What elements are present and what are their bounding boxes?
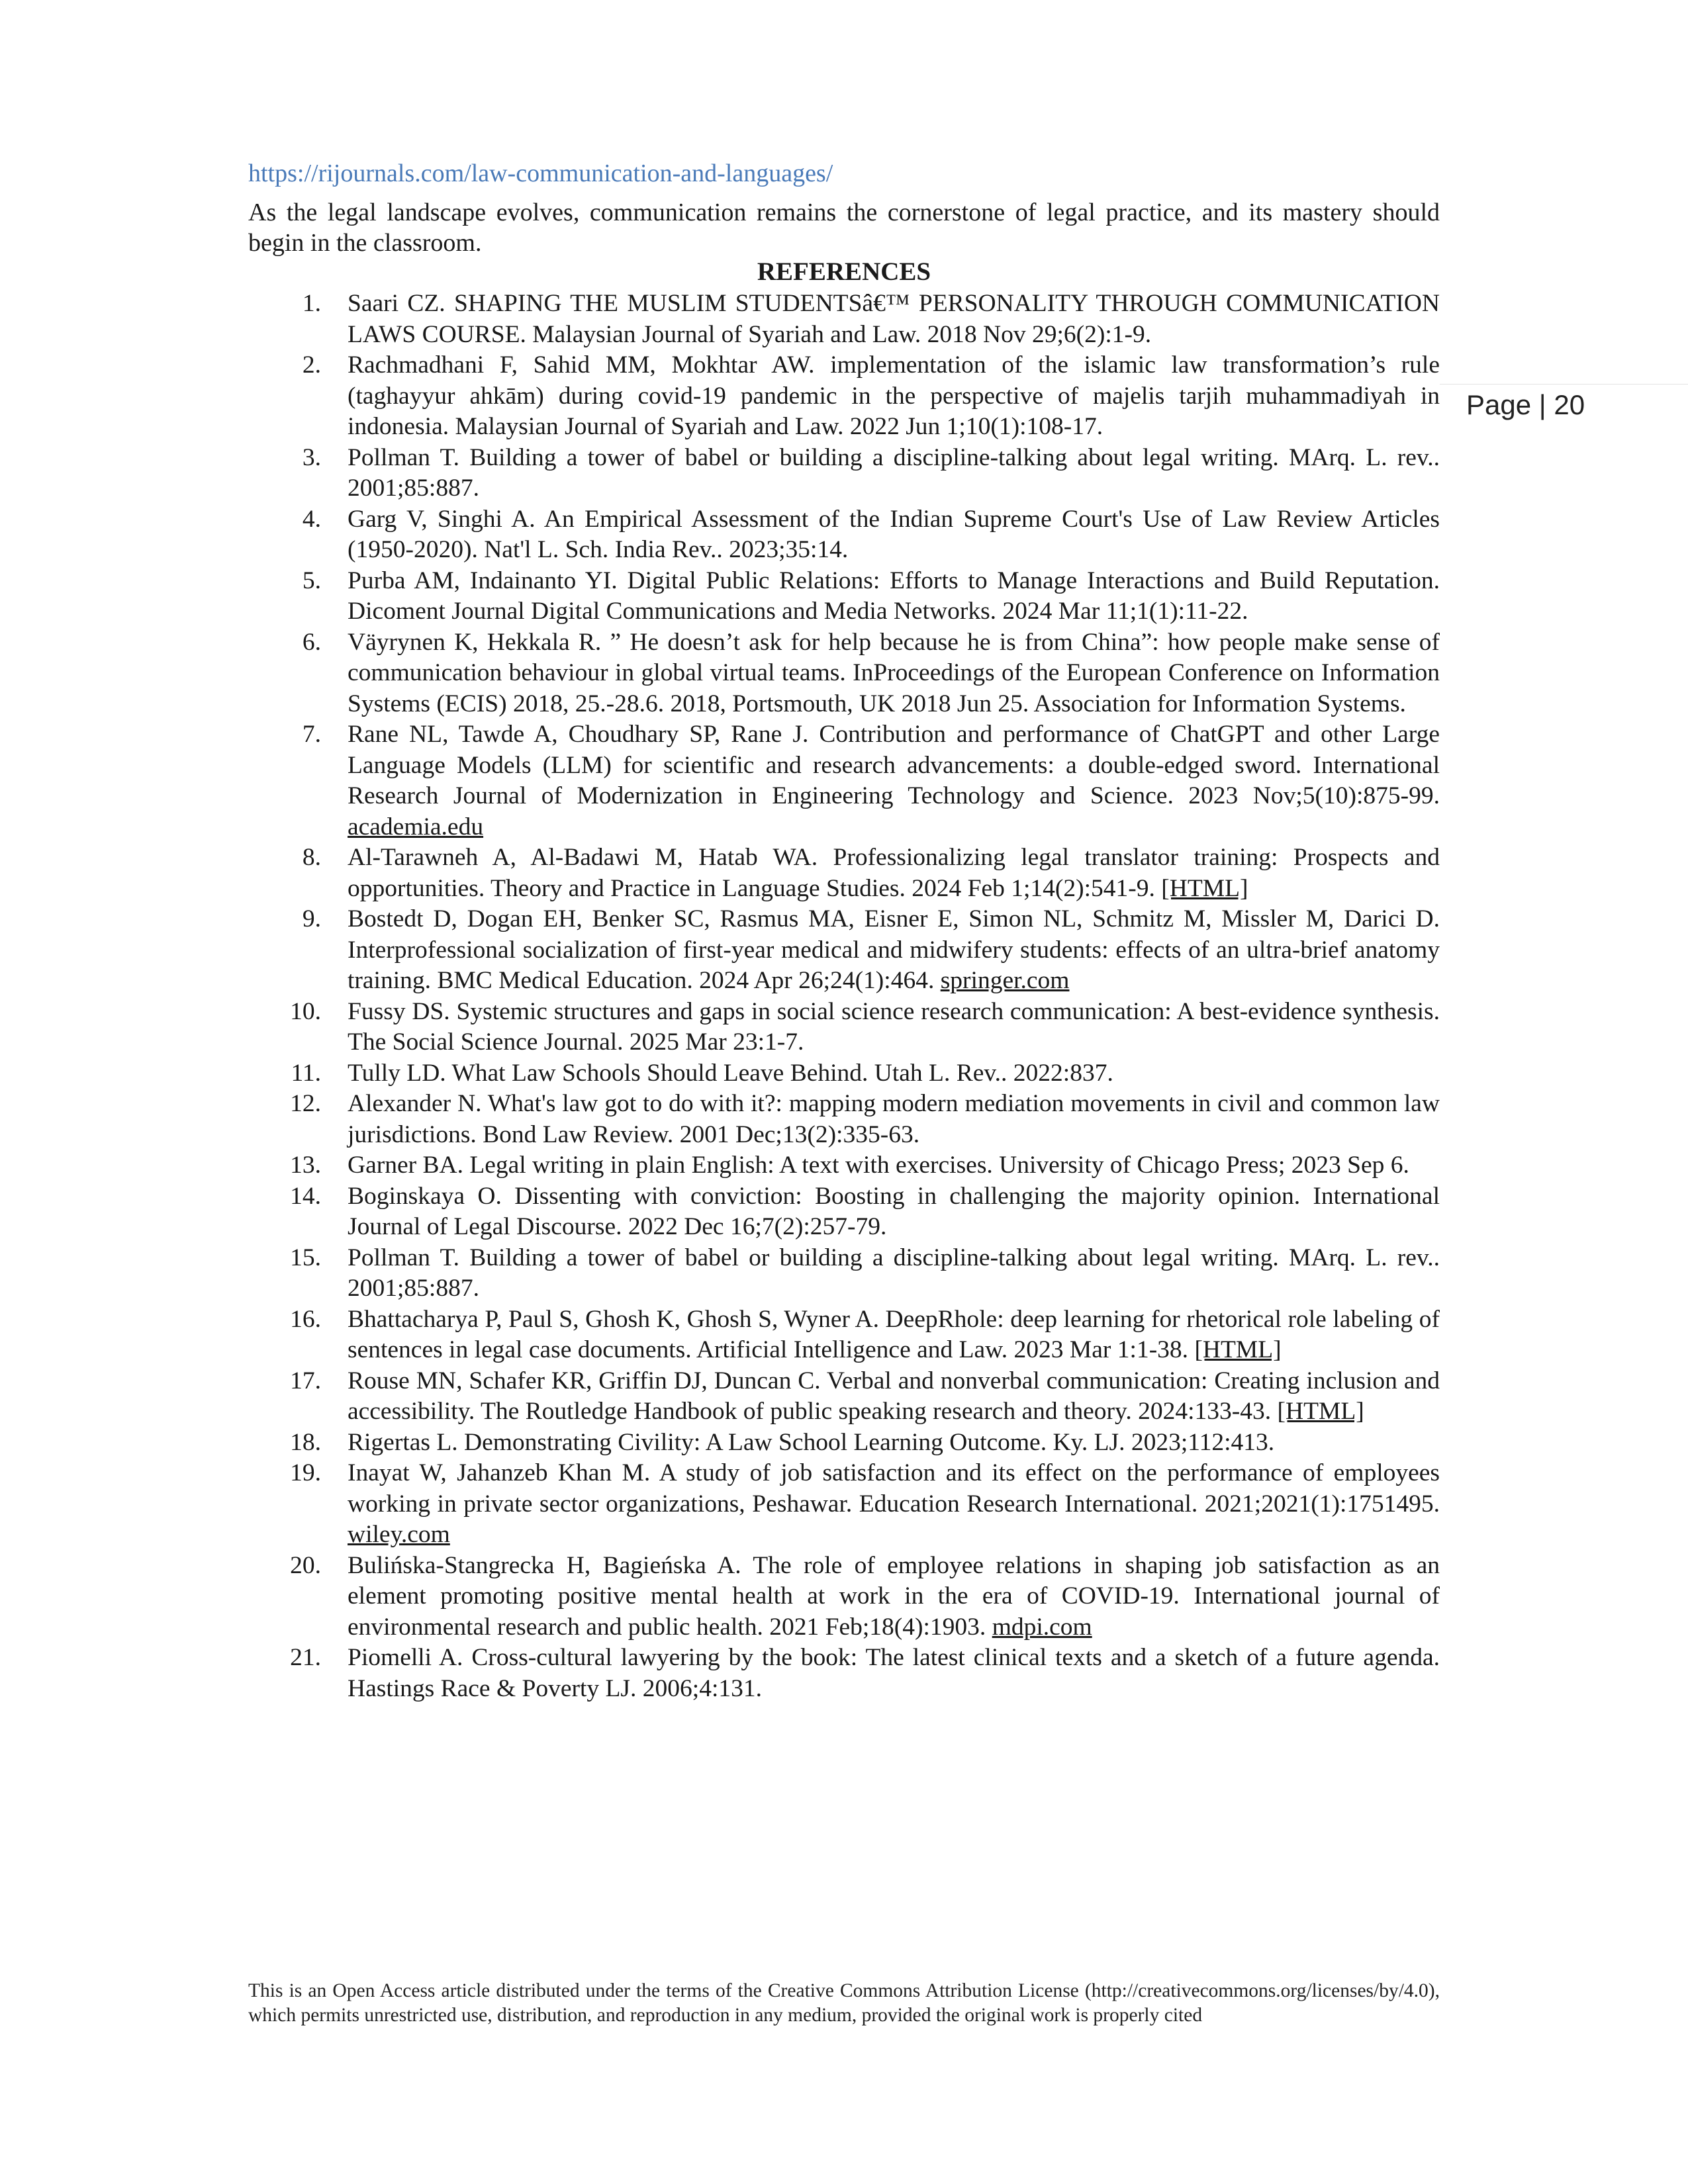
reference-number: 20. — [290, 1551, 321, 1579]
references-list — [248, 289, 1440, 1704]
reference-item — [248, 719, 1440, 842]
reference-text: Alexander N. What's law got to do with it?: mapping modern mediation movements in civil and common law jurisdictions. Bond Law Review. 2001 Dec;13(2):335-63. — [348, 1090, 1440, 1148]
page-number-divider — [1440, 384, 1688, 385]
reference-text: Bostedt D, Dogan EH, Benker SC, Rasmus MA, Eisner E, Simon NL, Schmitz M, Missler M, Darici D. Interprofessional socialization of first-year medical and midwifery students: effects of an ultra-brief anatomy training. BMC Medical Education. 2024 Apr 26;24(1):464. — [348, 905, 1440, 994]
journal-url-link[interactable]: https://rijournals.com/law-communication-and-languages/ — [248, 159, 833, 187]
reference-link[interactable]: academia.edu — [348, 813, 484, 841]
reference-text: Piomelli A. Cross-cultural lawyering by the book: The latest clinical texts and a sketch of a future agenda. Hastings Race & Poverty LJ. 2006;4:131. — [348, 1644, 1440, 1702]
reference-number: 13. — [290, 1152, 321, 1179]
intro-paragraph: As the legal landscape evolves, communication remains the cornerstone of legal practice, and its mastery should begin in the classroom. — [248, 199, 1440, 257]
reference-number: 18. — [290, 1428, 321, 1456]
reference-text: Rane NL, Tawde A, Choudhary SP, Rane J. Contribution and performance of ChatGPT and other Large Language Models (LLM) for scientific and research advancements: a double-edged sword. International Research Journal of Modernization in Engineering Technology and Science. 2023 Nov;5(10):875-99. — [348, 721, 1440, 809]
reference-number: 7. — [302, 721, 321, 748]
reference-item — [248, 504, 1440, 566]
reference-link[interactable]: springer.com — [940, 967, 1070, 994]
reference-item — [248, 1428, 1440, 1459]
reference-link[interactable]: mdpi.com — [992, 1613, 1092, 1641]
reference-item — [248, 1181, 1440, 1243]
reference-number: 1. — [302, 290, 321, 317]
reference-item — [248, 1243, 1440, 1304]
reference-number: 17. — [290, 1367, 321, 1394]
reference-number: 15. — [290, 1244, 321, 1271]
reference-number: 11. — [291, 1059, 321, 1087]
reference-text: Tully LD. What Law Schools Should Leave Behind. Utah L. Rev.. 2022:837. — [348, 1059, 1113, 1087]
reference-text: Inayat W, Jahanzeb Khan M. A study of job satisfaction and its effect on the performance of employees working in private sector organizations, Peshawar. Education Research International. 2021;2021(1):1751495. — [348, 1459, 1440, 1518]
page-number: Page | 20 — [1466, 389, 1585, 420]
reference-number: 16. — [290, 1305, 321, 1333]
reference-link[interactable]: [HTML] — [1194, 1336, 1282, 1363]
reference-number: 8. — [302, 844, 321, 871]
reference-item — [248, 842, 1440, 904]
reference-text: Fussy DS. Systemic structures and gaps in social science research communication: A best-evidence synthesis. The Social Science Journal. 2025 Mar 23:1-7. — [348, 997, 1440, 1056]
reference-item — [248, 566, 1440, 627]
reference-text: Väyrynen K, Hekkala R. ” He doesn’t ask for help because he is from China”: how people make sense of communication behaviour in global virtual teams. InProceedings of the European Conference on Information Systems (ECIS) 2018, 25.-28.6. 2018, Portsmouth, UK 2018 Jun 25. Association for Information Systems. — [348, 628, 1440, 717]
reference-item — [248, 1366, 1440, 1428]
reference-text: Boginskaya O. Dissenting with conviction: Boosting in challenging the majority opinion. International Journal of Legal Discourse. 2022 Dec 16;7(2):257-79. — [348, 1182, 1440, 1240]
reference-text: Garg V, Singhi A. An Empirical Assessment of the Indian Supreme Court's Use of Law Review Articles (1950-2020). Nat'l L. Sch. India Rev.. 2023;35:14. — [348, 505, 1440, 563]
reference-item — [248, 1089, 1440, 1150]
reference-number: 2. — [302, 351, 321, 379]
reference-item — [248, 1304, 1440, 1366]
reference-text: Rigertas L. Demonstrating Civility: A Law School Learning Outcome. Ky. LJ. 2023;112:413. — [348, 1428, 1275, 1456]
reference-item — [248, 1458, 1440, 1551]
reference-number: 6. — [302, 628, 321, 656]
reference-text: Pollman T. Building a tower of babel or building a discipline-talking about legal writing. MArq. L. rev.. 2001;85:887. — [348, 1244, 1440, 1302]
reference-text: Al-Tarawneh A, Al-Badawi M, Hatab WA. Professionalizing legal translator training: Prospects and opportunities. Theory and Practice in Language Studies. 2024 Feb 1;14(2):541-9. — [348, 844, 1440, 902]
reference-text: Purba AM, Indainanto YI. Digital Public Relations: Efforts to Manage Interactions and Build Reputation. Dicoment Journal Digital Communications and Media Networks. 2024 Mar 11;1(1):11-22. — [348, 567, 1440, 625]
reference-link[interactable]: [HTML] — [1161, 874, 1248, 902]
reference-text: Rachmadhani F, Sahid MM, Mokhtar AW. implementation of the islamic law transformation’s rule (taghayyur ahkām) during covid-19 pandemic in the perspective of majelis tarjih muhammadiyah in indonesia. Malaysian Journal of Syariah and Law. 2022 Jun 1;10(1):108-17. — [348, 351, 1440, 440]
reference-item — [248, 997, 1440, 1058]
reference-item — [248, 1643, 1440, 1704]
reference-item — [248, 1551, 1440, 1643]
reference-link[interactable]: [HTML] — [1277, 1398, 1364, 1425]
reference-number: 21. — [290, 1644, 321, 1671]
reference-item — [248, 1058, 1440, 1089]
reference-item — [248, 443, 1440, 504]
license-footer: This is an Open Access article distributed under the terms of the Creative Commons Attribution License (http://creativecommons.org/licenses/by/4.0), which permits unrestricted use, distribution, and reproduction in any medium, provided the original work is properly cited — [248, 1980, 1440, 2026]
references-heading: REFERENCES — [757, 257, 931, 286]
reference-item — [248, 627, 1440, 720]
reference-item — [248, 350, 1440, 443]
reference-number: 14. — [290, 1182, 321, 1210]
reference-item — [248, 1150, 1440, 1181]
reference-text: Garner BA. Legal writing in plain English: A text with exercises. University of Chicago Press; 2023 Sep 6. — [348, 1152, 1409, 1179]
reference-number: 3. — [302, 443, 321, 471]
reference-number: 5. — [302, 567, 321, 594]
reference-text: Bulińska-Stangrecka H, Bagieńska A. The role of employee relations in shaping job satisfaction as an element promoting positive mental health at work in the era of COVID-19. International journal of environmental research and public health. 2021 Feb;18(4):1903. — [348, 1551, 1440, 1641]
reference-number: 12. — [290, 1090, 321, 1117]
reference-number: 19. — [290, 1459, 321, 1486]
reference-number: 4. — [302, 505, 321, 533]
reference-number: 10. — [290, 997, 321, 1025]
reference-link[interactable]: wiley.com — [348, 1521, 450, 1548]
reference-text: Bhattacharya P, Paul S, Ghosh K, Ghosh S, Wyner A. DeepRhole: deep learning for rhetorical role labeling of sentences in legal case documents. Artificial Intelligence and Law. 2023 Mar 1:1-38. — [348, 1305, 1440, 1363]
reference-text: Rouse MN, Schafer KR, Griffin DJ, Duncan C. Verbal and nonverbal communication: Creating inclusion and accessibility. The Routledge Handbook of public speaking research and theory. 2024:133-43. — [348, 1367, 1440, 1425]
reference-item — [248, 289, 1440, 350]
reference-item — [248, 904, 1440, 997]
reference-text: Saari CZ. SHAPING THE MUSLIM STUDENTSâ€™ PERSONALITY THROUGH COMMUNICATION LAWS COURSE. Malaysian Journal of Syariah and Law. 2018 Nov 29;6(2):1-9. — [348, 290, 1440, 348]
reference-number: 9. — [302, 905, 321, 933]
reference-text: Pollman T. Building a tower of babel or building a discipline-talking about legal writing. MArq. L. rev.. 2001;85:887. — [348, 443, 1440, 502]
